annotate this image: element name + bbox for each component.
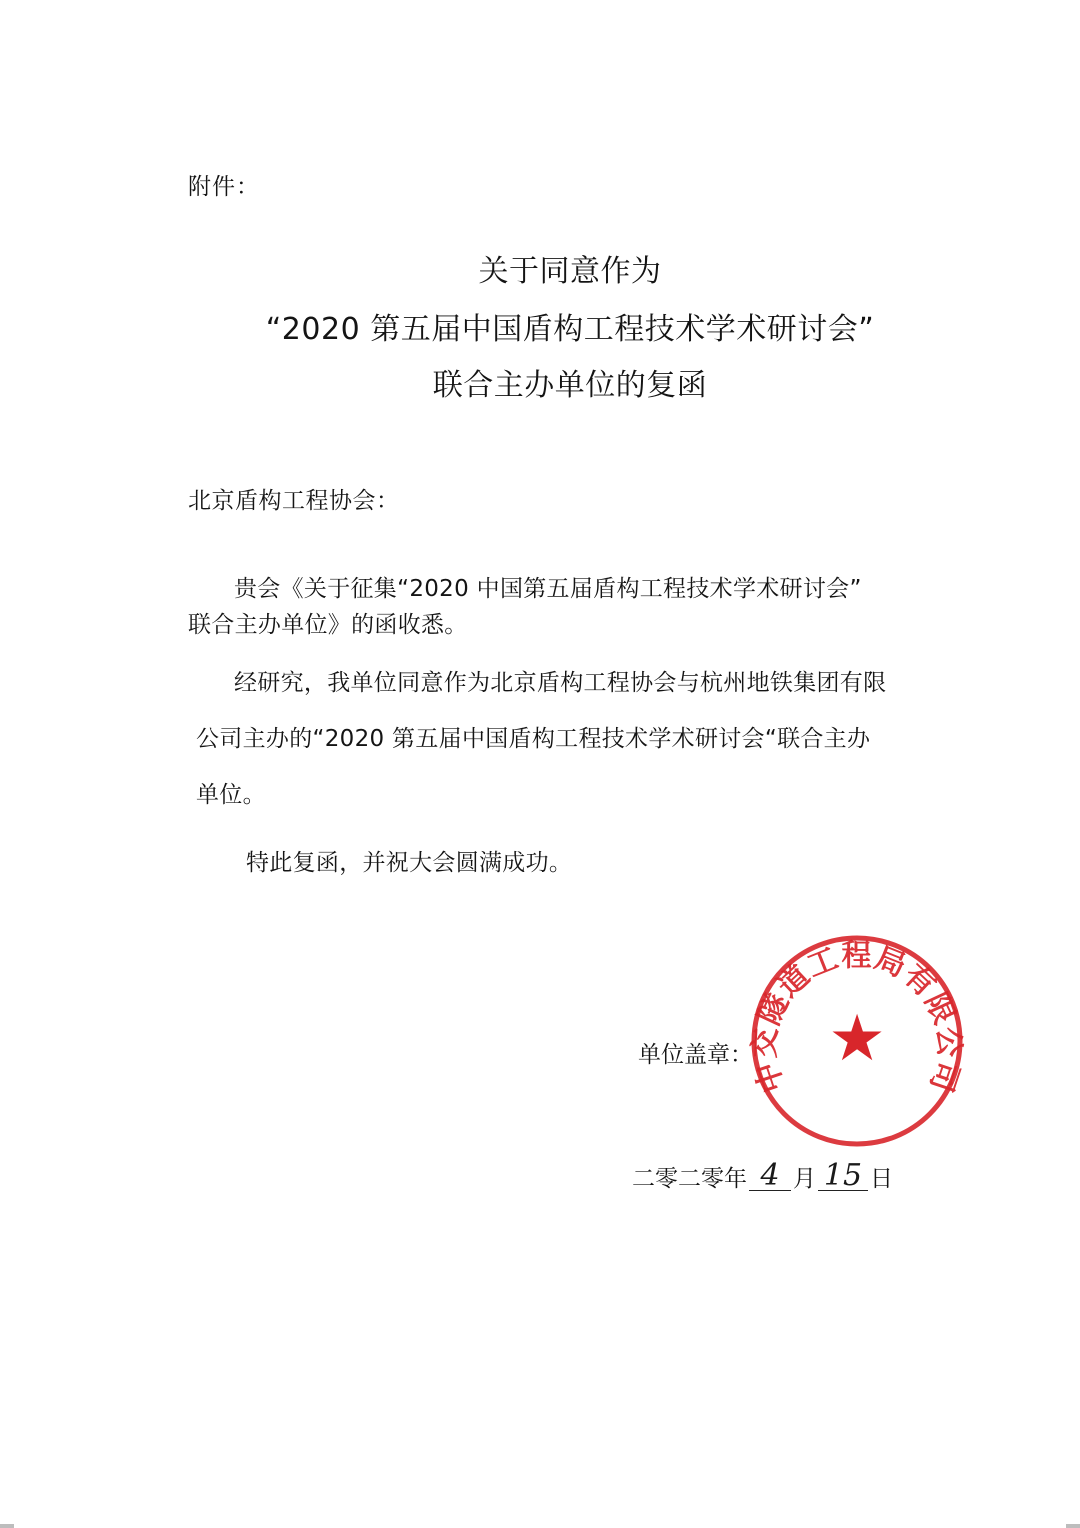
- date-line: [632, 1160, 893, 1193]
- seal-star-icon: ★: [828, 1002, 886, 1076]
- date-day-handwritten: 15: [818, 1162, 868, 1191]
- body-paragraph-3: 特此复函，并祝大会圆满成功。: [246, 850, 573, 876]
- seal-text: 中交隧道工程局有限公司: [748, 938, 966, 1097]
- scan-edge-mark: [1066, 1524, 1080, 1528]
- date-month-handwritten: 4: [749, 1162, 791, 1191]
- title-line-3: 联合主办单位的复函: [432, 368, 708, 403]
- title-line-1: 关于同意作为: [478, 254, 662, 289]
- attachment-label: 附件：: [188, 174, 260, 200]
- body-paragraph-1-line-2: 联合主办单位》的函收悉。: [188, 612, 468, 638]
- body-paragraph-1-line-1: 贵会《关于征集“2020 中国第五届盾构工程技术学术研讨会”: [234, 576, 862, 602]
- seal-label: 单位盖章：: [638, 1042, 753, 1068]
- body-paragraph-2-line-1: 经研究，我单位同意作为北京盾构工程协会与杭州地铁集团有限: [234, 670, 887, 696]
- addressee: 北京盾构工程协会：: [188, 488, 400, 514]
- date-day-suffix: 日: [870, 1166, 893, 1192]
- scan-edge-mark: [0, 1524, 14, 1528]
- body-paragraph-2-line-3: 单位。: [196, 782, 266, 808]
- body-paragraph-2-line-2: 公司主办的“2020 第五届中国盾构工程技术学术研讨会“联合主办: [196, 726, 871, 752]
- official-seal-stamp: [748, 932, 966, 1150]
- title-line-2: “2020 第五届中国盾构工程技术学术研讨会”: [265, 312, 875, 347]
- date-month-suffix: 月: [793, 1166, 816, 1192]
- date-year: 二零二零年: [632, 1166, 747, 1192]
